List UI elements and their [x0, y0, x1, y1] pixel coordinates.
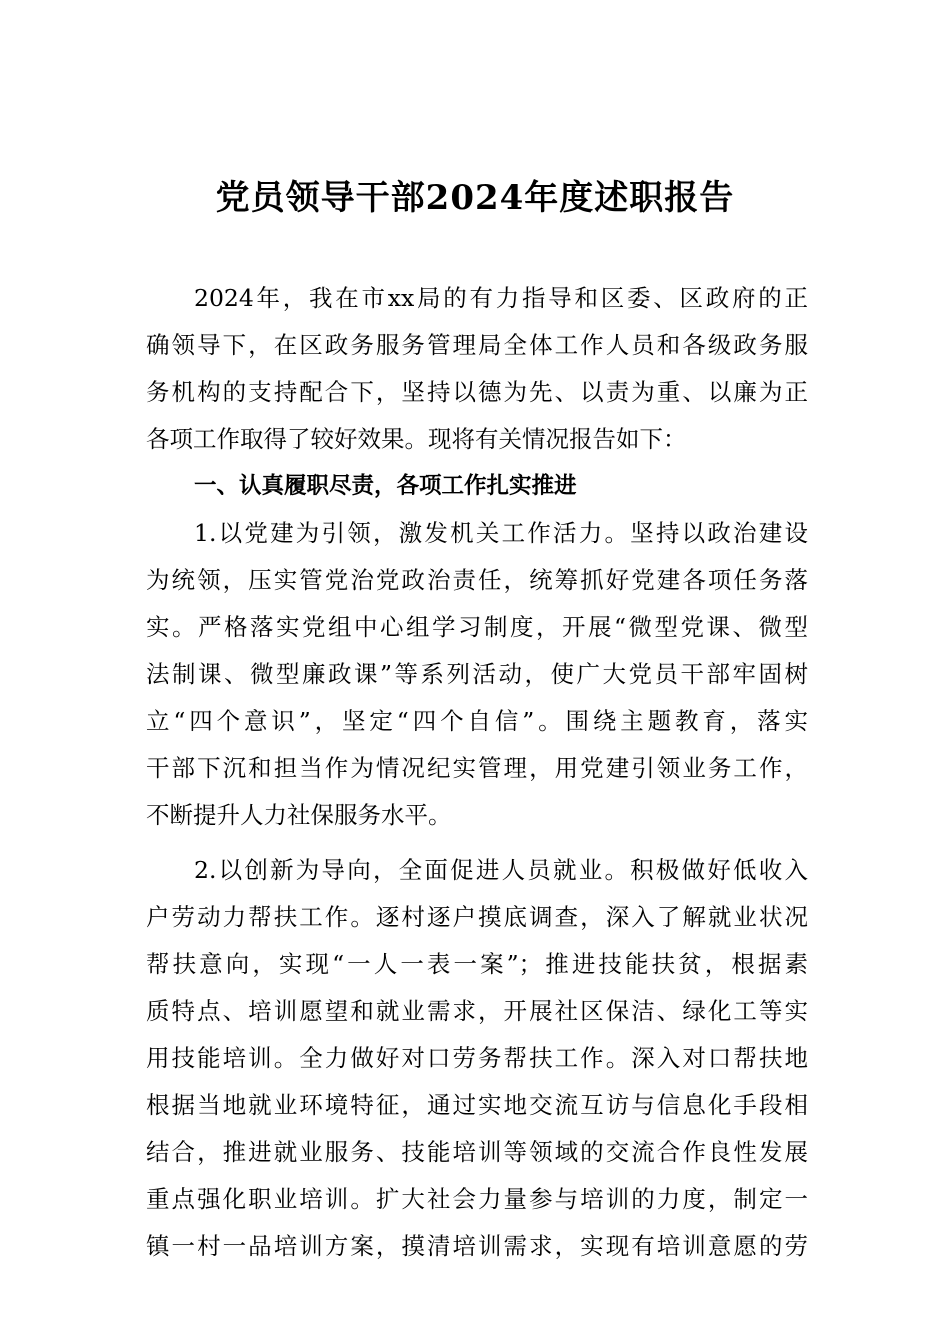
paragraph-line: 确领导下，在区政务服务管理局全体工作人员和各级政务服 — [146, 331, 808, 359]
section-heading: 一、认真履职尽责，各项工作扎实推进 — [194, 473, 577, 499]
paragraph-line: 户劳动力帮扶工作。逐村逐户摸底调查，深入了解就业状况 — [146, 903, 808, 931]
paragraph-line: 干部下沉和担当作为情况纪实管理，用党建引领业务工作， — [146, 754, 808, 782]
document-title: 党员领导干部2024年度述职报告 — [215, 178, 735, 218]
paragraph-gap — [146, 839, 808, 847]
paragraph-line: 为统领，压实管党治党政治责任，统筹抓好党建各项任务落 — [146, 566, 808, 594]
paragraph-line: 结合，推进就业服务、技能培训等领域的交流合作良性发展 — [146, 1138, 808, 1166]
paragraph-line: 各项工作取得了较好效果。现将有关情况报告如下： — [146, 425, 687, 453]
paragraph-line: 1.以党建为引领，激发机关工作活力。坚持以政治建设 — [194, 519, 808, 547]
paragraph-line: 用技能培训。全力做好对口劳务帮扶工作。深入对口帮扶地 — [146, 1044, 808, 1072]
paragraph-line: 2024年，我在市xx局的有力指导和区委、区政府的正 — [194, 284, 808, 312]
paragraph-line: 镇一村一品培训方案，摸清培训需求，实现有培训意愿的劳 — [146, 1232, 808, 1260]
document-body — [146, 275, 808, 1270]
paragraph-line: 不断提升人力社保服务水平。 — [146, 801, 452, 829]
paragraph-line: 质特点、培训愿望和就业需求，开展社区保洁、绿化工等实 — [146, 997, 808, 1025]
paragraph-line: 重点强化职业培训。扩大社会力量参与培训的力度，制定一 — [146, 1185, 808, 1213]
paragraph-line: 法制课、微型廉政课”等系列活动，使广大党员干部牢固树 — [146, 660, 808, 688]
paragraph-line: 根据当地就业环境特征，通过实地交流互访与信息化手段相 — [146, 1091, 808, 1119]
paragraph-line: 务机构的支持配合下，坚持以德为先、以责为重、以廉为正 — [146, 378, 808, 406]
paragraph-line: 实。严格落实党组中心组学习制度，开展“微型党课、微型 — [146, 613, 808, 641]
paragraph-line: 2.以创新为导向，全面促进人员就业。积极做好低收入 — [194, 856, 808, 884]
paragraph-line: 帮扶意向，实现“一人一表一案”；推进技能扶贫，根据素 — [146, 950, 808, 978]
paragraph-line: 立“四个意识”，坚定“四个自信”。围绕主题教育，落实 — [146, 707, 808, 735]
